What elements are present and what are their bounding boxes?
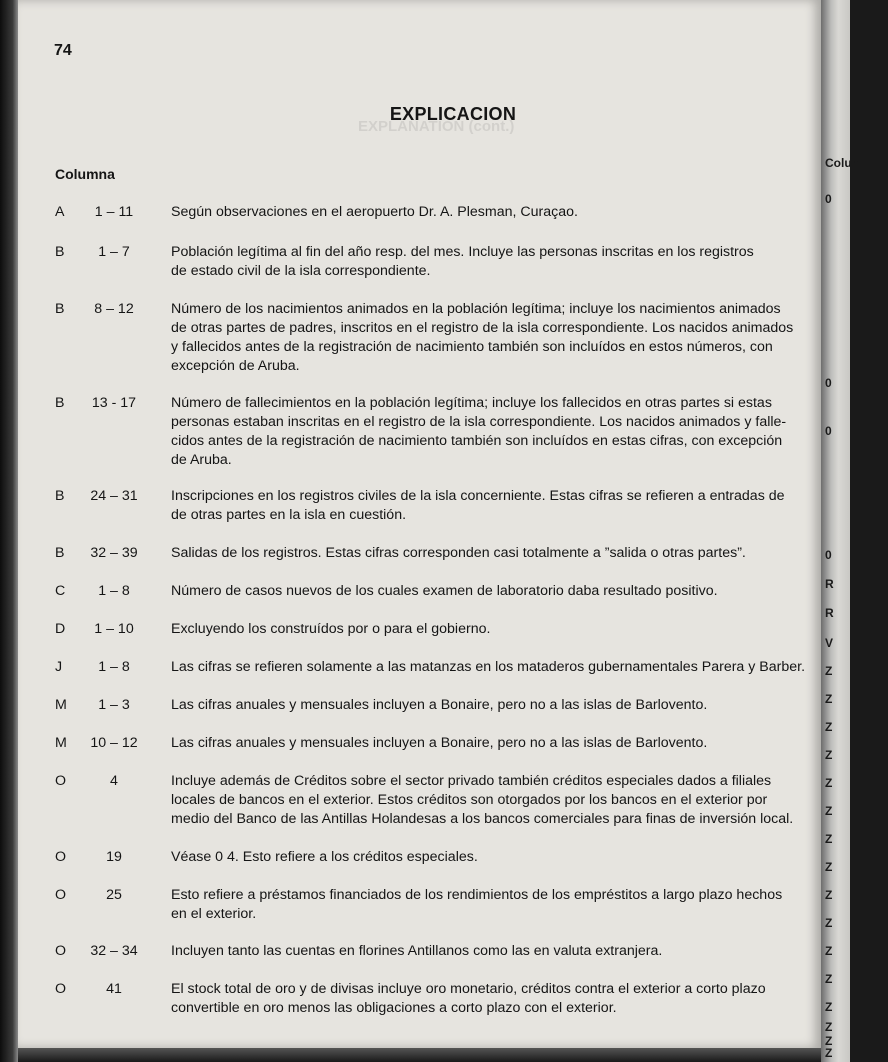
entry-range: 8 – 12 [94, 301, 134, 317]
description-line: El stock total de oro y de divisas incluye oro monetario, créditos contra el exterior a corto plazo [171, 981, 766, 997]
entry-description [171, 394, 821, 470]
entry-range: 41 [106, 981, 122, 997]
next-page-letter: R [825, 577, 834, 591]
entry-range: 25 [106, 887, 122, 903]
next-page-letter: Z [825, 1046, 833, 1060]
entry-description [171, 582, 821, 601]
entry-code: B [55, 488, 65, 504]
next-page-letter: Z [825, 776, 833, 790]
description-line: Las cifras se refieren solamente a las matanzas en los mataderos gubernamentales Parera y Barber. [171, 659, 806, 675]
description-line: Población legítima al fin del año resp. del mes. Incluye las personas inscritas en los registros [171, 244, 754, 260]
entry-description [171, 620, 821, 639]
entry-range: 32 – 39 [90, 545, 138, 561]
next-page-letter: V [825, 636, 834, 650]
next-page-letter: Z [825, 972, 833, 986]
entry-description [171, 658, 821, 677]
entry-description [171, 942, 821, 961]
entry-code: M [55, 735, 67, 751]
entry-range: 4 [110, 773, 118, 789]
description-line: Esto refiere a préstamos financiados de los rendimientos de los empréstitos a largo plazo hechos [171, 887, 783, 903]
entry-description [171, 886, 821, 924]
entry-description [171, 696, 821, 715]
entry-range: 1 – 8 [98, 659, 130, 675]
entry-code: O [55, 943, 67, 959]
entry-range: 1 – 11 [94, 204, 134, 220]
entry-code: A [55, 204, 65, 220]
next-page-letter: Z [825, 748, 833, 762]
entry-code: C [55, 583, 66, 599]
entry-code: O [55, 981, 67, 997]
entry-code: D [55, 621, 66, 637]
entry-description [171, 848, 821, 867]
page-title: EXPLICACION [389, 104, 517, 124]
description-line: Salidas de los registros. Estas cifras corresponden casi totalmente a ”salida o otras partes”. [171, 545, 746, 561]
entry-range: 1 – 3 [98, 697, 130, 713]
bleed-through-text: EXPLANATION (cont.) [358, 118, 515, 135]
next-page-letter: Z [825, 832, 833, 846]
entry-description [171, 243, 821, 281]
next-page-letter: 0 [825, 548, 832, 562]
next-page-letter: Z [825, 860, 833, 874]
next-page-letter: Z [825, 664, 833, 678]
next-page-letter: Z [825, 804, 833, 818]
entry-description [171, 487, 821, 525]
description-line: de otras partes de padres, inscritos en el registro de la isla correspondiente. Los nacidos animados [171, 320, 794, 336]
description-line: cidos antes de la registración de nacimiento también son incluídos en estas cifras, con excepción [171, 433, 783, 449]
description-line: convertible en oro menos las obligaciones a corto plazo con el exterior. [171, 1000, 617, 1016]
next-page-letter: Z [825, 692, 833, 706]
next-page-letter: Z [825, 1000, 833, 1014]
entry-description [171, 203, 821, 222]
description-line: personas estaban inscritas en el registro de la isla correspondiente. Los nacidos animados y falle- [171, 414, 787, 430]
entry-code: J [55, 659, 63, 675]
next-page-letter: Z [825, 944, 833, 958]
description-line: Las cifras anuales y mensuales incluyen a Bonaire, pero no a las islas de Barlovento. [171, 697, 708, 713]
description-line: medio del Banco de las Antillas Holandesas a los bancos comerciales para finas de inversión local. [171, 811, 794, 827]
next-page-letter: Z [825, 1020, 833, 1034]
entry-range: 19 [106, 849, 122, 865]
description-line: Según observaciones en el aeropuerto Dr. A. Plesman, Curaçao. [171, 204, 578, 220]
description-line: de otras partes en la isla en cuestión. [171, 507, 407, 523]
entry-range: 32 – 34 [90, 943, 138, 959]
entry-range: 1 – 7 [98, 244, 130, 260]
page-number: 74 [54, 42, 72, 59]
description-line: Las cifras anuales y mensuales incluyen a Bonaire, pero no a las islas de Barlovento. [171, 735, 708, 751]
next-page-letter: R [825, 606, 834, 620]
next-page-letter: Z [825, 720, 833, 734]
entry-range: 24 – 31 [90, 488, 138, 504]
entry-code: B [55, 395, 65, 411]
entry-code: O [55, 773, 67, 789]
entry-description [171, 734, 821, 753]
next-page-letter: Z [825, 888, 833, 902]
description-line: en el exterior. [171, 906, 257, 922]
description-line: Incluye además de Créditos sobre el sector privado también créditos especiales dados a filiales [171, 773, 772, 789]
entry-range: 1 – 8 [98, 583, 130, 599]
description-line: Excluyendo los construídos por o para el gobierno. [171, 621, 491, 637]
entry-range: 13 - 17 [91, 395, 137, 411]
entry-description [171, 980, 821, 1018]
description-line: Número de casos nuevos de los cuales examen de laboratorio daba resultado positivo. [171, 583, 718, 599]
entry-description [171, 300, 821, 376]
description-line: Véase 0 4. Esto refiere a los créditos especiales. [171, 849, 478, 865]
entry-code: B [55, 301, 65, 317]
description-line: Número de los nacimientos animados en la población legítima; incluye los nacimientos animados [171, 301, 781, 317]
description-line: locales de bancos en el exterior. Estos créditos son otorgados por los bancos en el exterior por [171, 792, 768, 808]
next-page-letter: Z [825, 916, 833, 930]
description-line: excepción de Aruba. [171, 358, 300, 374]
description-line: Incluyen tanto las cuentas en florines Antillanos como las en valuta extranjera. [171, 943, 663, 959]
document-page [18, 0, 821, 1048]
description-line: Inscripciones en los registros civiles de la isla concerniente. Estas cifras se refieren a entradas de [171, 488, 785, 504]
entry-code: O [55, 887, 67, 903]
description-line: Número de fallecimientos en la población legítima; incluye los fallecidos en otras partes si estas [171, 395, 772, 411]
description-line: de estado civil de la isla correspondiente. [171, 263, 431, 279]
entry-code: O [55, 849, 67, 865]
book-gutter [0, 0, 18, 1062]
entry-description [171, 772, 821, 829]
next-page-edge [821, 0, 863, 1062]
entry-code: B [55, 545, 65, 561]
entry-code: M [55, 697, 67, 713]
entry-code: B [55, 244, 65, 260]
next-page-letter: 0 [825, 424, 832, 438]
next-page-letter: 0 [825, 376, 832, 390]
page-bottom-shadow [18, 1048, 821, 1062]
description-line: y fallecidos antes de la registración de nacimiento también son incluídos en estos números, con [171, 339, 773, 355]
next-page-letter: Z [825, 1034, 833, 1048]
column-heading: Columna [55, 166, 115, 182]
next-page-heading: Colum [825, 156, 863, 170]
description-line: de Aruba. [171, 452, 232, 468]
entry-range: 1 – 10 [94, 621, 134, 637]
entry-description [171, 544, 821, 563]
next-page-letter: 0 [825, 192, 832, 206]
entry-range: 10 – 12 [90, 735, 138, 751]
